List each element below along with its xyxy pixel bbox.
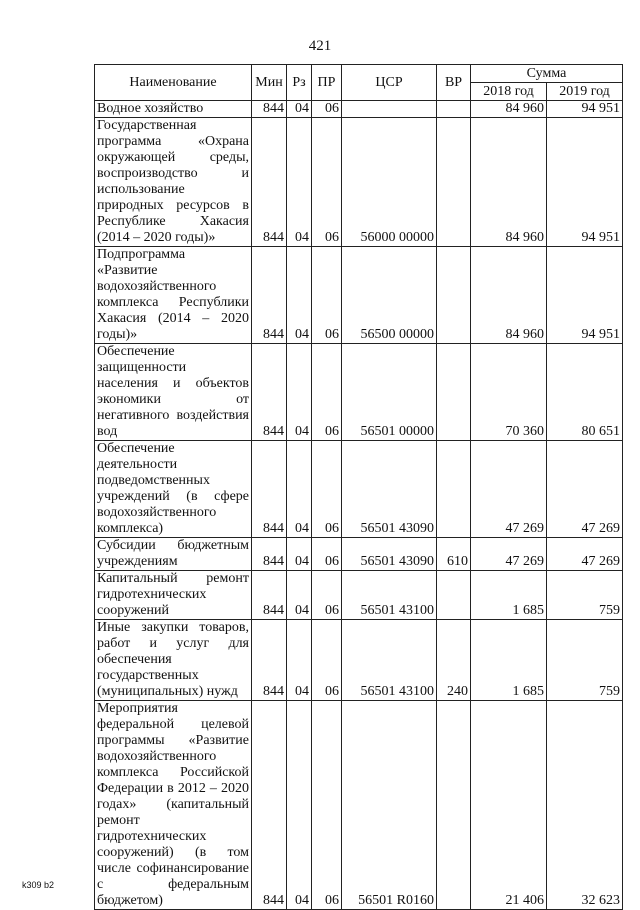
row-rz: 04	[287, 538, 312, 571]
row-pr: 06	[312, 620, 342, 701]
row-sum-2018: 70 360	[471, 344, 547, 441]
table-header	[95, 65, 623, 101]
row-csr: 56501 43090	[342, 538, 437, 571]
row-rz: 04	[287, 571, 312, 620]
column-header-min: Мин	[252, 65, 287, 101]
row-csr: 56501 00000	[342, 344, 437, 441]
row-pr: 06	[312, 344, 342, 441]
row-csr: 56501 R0160	[342, 701, 437, 910]
row-min: 844	[252, 344, 287, 441]
row-sum-2018: 1 685	[471, 571, 547, 620]
row-min: 844	[252, 247, 287, 344]
row-csr: 56501 43090	[342, 441, 437, 538]
row-min: 844	[252, 701, 287, 910]
row-rz: 04	[287, 620, 312, 701]
row-vr	[437, 101, 471, 118]
row-sum-2019: 94 951	[547, 118, 623, 247]
row-vr: 610	[437, 538, 471, 571]
row-sum-2019: 47 269	[547, 441, 623, 538]
row-csr: 56501 43100	[342, 571, 437, 620]
row-min: 844	[252, 620, 287, 701]
table-row	[95, 538, 623, 571]
row-name: Водное хозяйство	[95, 101, 252, 118]
footer-code: k309 b2	[22, 880, 55, 890]
row-rz: 04	[287, 344, 312, 441]
column-header-csr: ЦСР	[342, 65, 437, 101]
table-row	[95, 620, 623, 701]
column-header-vr: ВР	[437, 65, 471, 101]
row-pr: 06	[312, 118, 342, 247]
column-header-rz: Рз	[287, 65, 312, 101]
row-sum-2018: 84 960	[471, 101, 547, 118]
table-row	[95, 701, 623, 910]
row-pr: 06	[312, 538, 342, 571]
row-pr: 06	[312, 247, 342, 344]
row-sum-2019: 47 269	[547, 538, 623, 571]
row-pr: 06	[312, 441, 342, 538]
row-min: 844	[252, 101, 287, 118]
row-sum-2018: 84 960	[471, 118, 547, 247]
row-csr	[342, 101, 437, 118]
row-vr	[437, 118, 471, 247]
row-name: Субсидии бюджетным учреждениям	[95, 538, 252, 571]
row-sum-2018: 1 685	[471, 620, 547, 701]
table-row	[95, 571, 623, 620]
row-min: 844	[252, 571, 287, 620]
row-pr: 06	[312, 701, 342, 910]
row-name: Иные закупки товаров, работ и услуг для обеспечения государственных (муниципальных) нужд	[95, 620, 252, 701]
row-vr	[437, 344, 471, 441]
row-name: Подпрограмма «Развитие водохозяйственного комплекса Республики Хакасия (2014 – 2020 годы)»	[95, 247, 252, 344]
row-vr	[437, 701, 471, 910]
row-sum-2019: 80 651	[547, 344, 623, 441]
row-csr: 56501 43100	[342, 620, 437, 701]
row-vr	[437, 441, 471, 538]
row-name: Государственная программа «Охрана окружающей среды, воспроизводство и использование природных ресурсов в Республике Хакасия (2014 – 2020 годы)»	[95, 118, 252, 247]
table-row	[95, 247, 623, 344]
table-row	[95, 344, 623, 441]
row-rz: 04	[287, 441, 312, 538]
table-row	[95, 118, 623, 247]
row-name: Мероприятия федеральной целевой программы «Развитие водохозяйственного комплекса Российской Федерации в 2012 – 2020 годах» (капитальный ремонт гидротехнических сооружений) (в том числе софинансирование с федеральным бюджетом)	[95, 701, 252, 910]
row-vr	[437, 571, 471, 620]
row-min: 844	[252, 441, 287, 538]
column-header-2018: 2018 год	[471, 83, 547, 101]
row-csr: 56500 00000	[342, 247, 437, 344]
row-sum-2018: 47 269	[471, 538, 547, 571]
row-csr: 56000 00000	[342, 118, 437, 247]
row-min: 844	[252, 118, 287, 247]
row-pr: 06	[312, 571, 342, 620]
row-sum-2018: 47 269	[471, 441, 547, 538]
table-body	[95, 101, 623, 910]
row-rz: 04	[287, 701, 312, 910]
row-sum-2018: 84 960	[471, 247, 547, 344]
row-sum-2019: 94 951	[547, 101, 623, 118]
row-min: 844	[252, 538, 287, 571]
row-rz: 04	[287, 101, 312, 118]
row-sum-2019: 759	[547, 571, 623, 620]
row-rz: 04	[287, 247, 312, 344]
row-pr: 06	[312, 101, 342, 118]
table-row	[95, 101, 623, 118]
row-vr: 240	[437, 620, 471, 701]
budget-table	[94, 64, 623, 910]
row-rz: 04	[287, 118, 312, 247]
column-header-sum: Сумма	[471, 65, 623, 83]
row-sum-2019: 759	[547, 620, 623, 701]
page-number: 421	[308, 38, 332, 54]
row-name: Капитальный ремонт гидротехнических сооружений	[95, 571, 252, 620]
row-sum-2018: 21 406	[471, 701, 547, 910]
row-sum-2019: 32 623	[547, 701, 623, 910]
column-header-2019: 2019 год	[547, 83, 623, 101]
column-header-name: Наименование	[95, 65, 252, 101]
row-name: Обеспечение защищенности населения и объектов экономики от негативного воздействия вод	[95, 344, 252, 441]
row-vr	[437, 247, 471, 344]
table-row	[95, 441, 623, 538]
row-name: Обеспечение деятельности подведомственных учреждений (в сфере водохозяйственного комплекса)	[95, 441, 252, 538]
row-sum-2019: 94 951	[547, 247, 623, 344]
column-header-pr: ПР	[312, 65, 342, 101]
